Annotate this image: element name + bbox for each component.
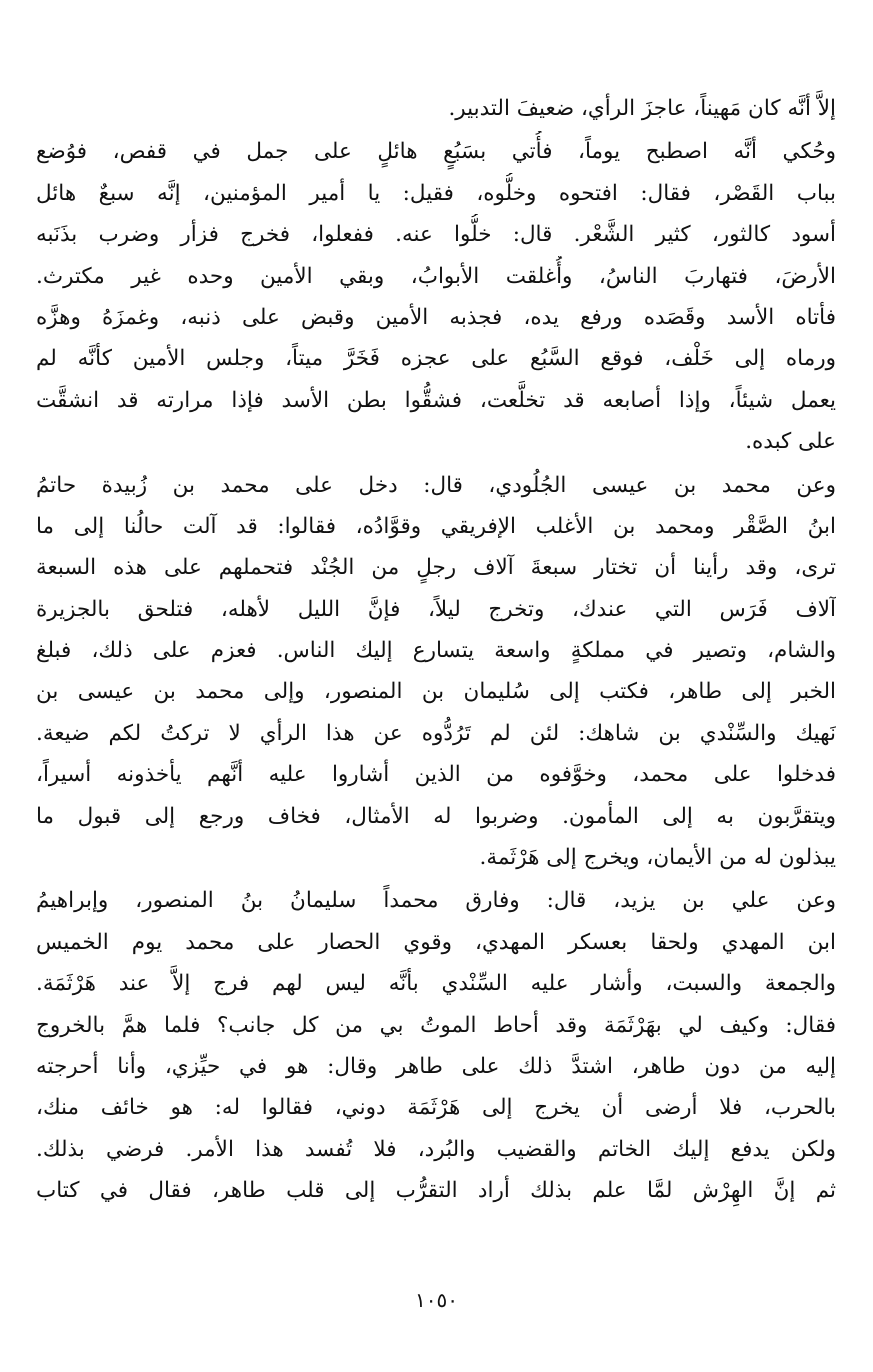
text-line: إليه من دون طاهر، اشتدَّ ذلك على طاهر وقال: هو في حيِّزي، وأنا أحرجته: [36, 1053, 836, 1079]
text-line: نَهيك والسِّنْدي بن شاهك: لئن لم تَرُدُّوه عن هذا الرأي لا تركتُ لكم ضيعة.: [36, 720, 836, 746]
text-line: ابن المهدي ولحقا بعسكر المهدي، وقوي الحصار على محمد يوم الخميس: [36, 929, 836, 955]
text-line: وعن علي بن يزيد، قال: وفارق محمداً سليمانُ بنُ المنصور، وإبراهيمُ: [36, 888, 836, 914]
text-line: وحُكي أنَّه اصطبح يوماً، فأُتي بسَبُعٍ هائلٍ على جمل في قفص، فوُضع: [36, 139, 836, 165]
text-line: والشام، وتصير في مملكةٍ واسعة يتسارع إليك الناس. فعزم على ذلك، فبلغ: [36, 638, 836, 664]
text-line: يبذلون له من الأيمان، ويخرج إلى هَرْثَمة.: [479, 845, 836, 871]
text-line: يعمل شيئاً، وإذا أصابعه قد تخلَّعت، فشقُّوا بطن الأسد فإذا مرارته قد انشقَّت: [36, 387, 836, 413]
text-line: ابنُ الصَّقْر ومحمد بن الأغلب الإفريقي وقوَّادُه، فقالوا: قد آلت حالُنا إلى ما: [36, 513, 836, 539]
text-line: بالحرب، فلا أرضى أن يخرج إلى هَرْثَمَة دوني، فقالوا له: هو خائف منك،: [36, 1095, 836, 1121]
text-line: ثم إنَّ الهِرْش لمَّا علم بذلك أراد التقرُّب إلى قلب طاهر، فقال في كتاب: [36, 1178, 836, 1204]
text-line: أسود كالثور، كثير الشَّعْر. قال: خلُّوا عنه. ففعلوا، فخرج فزأر وضرب بذَنَبه: [36, 222, 836, 248]
text-line: فدخلوا على محمد، وخوَّفوه من الذين أشاروا عليه أنَّهم يأخذونه أسيراً،: [36, 762, 836, 788]
page-number: ١٠٥٠: [415, 1288, 458, 1312]
text-line: إلاَّ أنَّه كان مَهيناً، عاجزَ الرأي، ضعيفَ التدبير.: [448, 96, 836, 121]
text-line: ويتقرَّبون به إلى المأمون. وضربوا له الأمثال، فخاف ورجع إلى قبول ما: [36, 803, 836, 829]
text-line: والجمعة والسبت، وأشار عليه السِّنْدي بأنَّه ليس لهم فرج إلاَّ عند هَرْثَمَة.: [36, 971, 836, 997]
text-line: ولكن يدفع إليك الخاتم والقضيب والبُرد، فلا تُفسد هذا الأمر. فرضي بذلك.: [36, 1136, 836, 1162]
text-line: ترى، وقد رأينا أن تختار سبعةَ آلاف رجلٍ من الجُنْد فتحملهم على هذه السبعة: [36, 555, 836, 581]
text-line: بباب القَصْر، فقال: افتحوه وخلُّوه، فقيل: يا أمير المؤمنين، إنَّه سبعٌ هائل: [36, 180, 836, 206]
text-line: الخبر إلى طاهر، فكتب إلى سُليمان بن المنصور، وإلى محمد بن عيسى بن: [36, 679, 836, 705]
text-line: على كبده.: [745, 429, 836, 455]
text-line: ورماه إلى خَلْف، فوقع السَّبُع على عجزه فَخَرَّ ميتاً، وجلس الأمين كأنَّه لم: [36, 346, 836, 372]
text-line: آلاف فَرَس التي عندك، وتخرج ليلاً، فإنَّ الليل لأهله، فتلحق بالجزيرة: [36, 596, 836, 622]
text-line: فأتاه الأسد وقَصَده ورفع يده، فجذبه الأمين وقبض على ذنبه، وغمزَهُ وهزَّه: [36, 304, 836, 330]
text-line: وعن محمد بن عيسى الجُلُودي، قال: دخل على محمد بن زُبيدة حاتمُ: [36, 472, 836, 498]
body-text: [36, 88, 836, 1212]
text-line: فقال: وكيف لي بهَرْثَمَة وقد أحاط الموتُ بي من كل جانب؟ فلما همَّ بالخروج: [36, 1012, 836, 1038]
text-line: الأرضَ، فتهاربَ الناسُ، وأُغلقت الأبوابُ، وبقي الأمين وحده غير مكترث.: [36, 263, 836, 289]
